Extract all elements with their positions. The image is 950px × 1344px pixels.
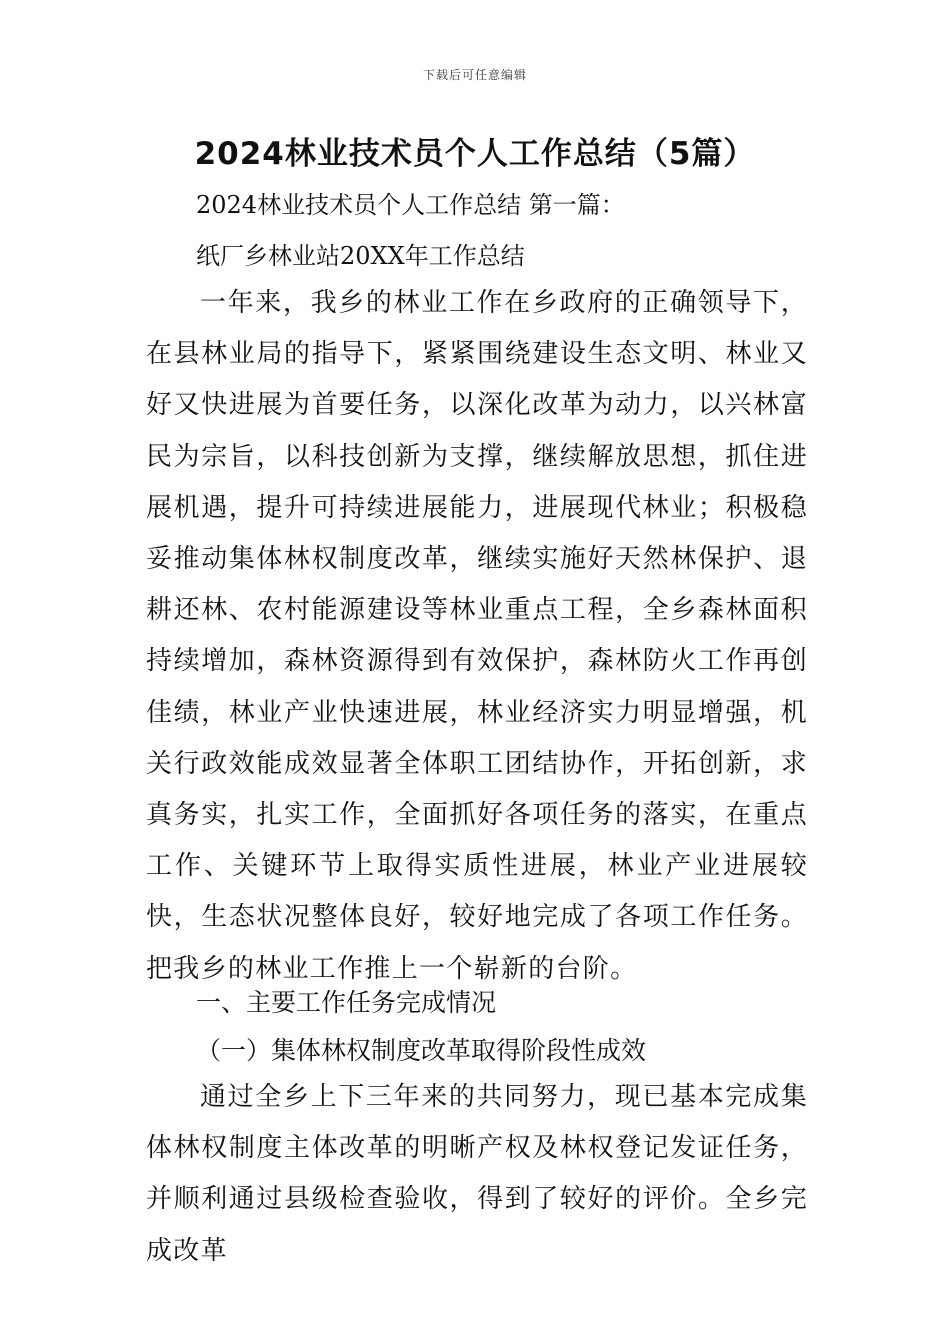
article-subtitle: 2024林业技术员个人工作总结 第一篇：: [196, 191, 625, 219]
section-heading: 一、主要工作任务完成情况: [196, 988, 497, 1017]
subsection-heading: （一）集体林权制度改革取得阶段性成效: [196, 1036, 647, 1065]
report-title: 纸厂乡林业站20XX年工作总结: [196, 242, 525, 270]
reform-paragraph: 通过全乡上下三年来的共同努力，现已基本完成集体林权制度主体改革的明晰产权及林权登记发证任务，并顺利通过县级检查验收，得到了较好的评价。全乡完成改革: [146, 1082, 808, 1266]
header-note: 下载后可任意编辑: [422, 68, 527, 82]
document-title: 2024林业技术员个人工作总结（5篇）: [194, 136, 756, 172]
intro-paragraph: 一年来，我乡的林业工作在乡政府的正确领导下，在县林业局的指导下，紧紧围绕建设生态文明、林业又好又快进展为首要任务，以深化改革为动力，以兴林富民为宗旨，以科技创新为支撑，继续解放思想，抓住进展机遇，提升可持续进展能力，进展现代林业；积极稳妥推动集体林权制度改革，继续实施好天然林保护、退耕还林、农村能源建设等林业重点工程，全乡森林面积持续增加，森林资源得到有效保护，森林防火工作再创佳绩，林业产业快速进展，林业经济实力明显增强，机关行政效能成效显著全体职工团结协作，开拓创新，求真务实，扎实工作，全面抓好各项任务的落实，在重点工作、关键环节上取得实质性进展，林业产业进展较快，生态状况整体良好，较好地完成了各项工作任务。把我乡的林业工作推上一个崭新的台阶。: [146, 288, 808, 984]
